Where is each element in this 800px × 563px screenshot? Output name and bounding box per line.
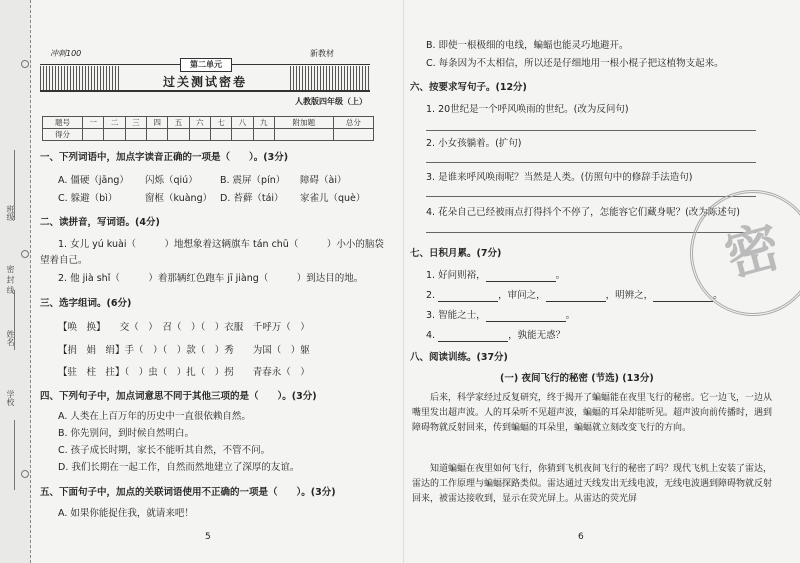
q7-item3-b: 。 (565, 310, 576, 321)
q7-heading: 七、日积月累。(7分) (410, 248, 502, 259)
answer-line[interactable] (426, 196, 756, 197)
fill-blank[interactable] (486, 311, 566, 322)
punch-hole (21, 250, 29, 258)
score-cell: 一 (83, 117, 104, 129)
q7-item2 (426, 290, 723, 302)
q5-heading: 五、下面句子中，加点的关联词语使用不正确的一项是（ ）。(3分) (40, 487, 336, 498)
score-table (42, 116, 374, 141)
reading-title: (一) 夜间飞行的秘密 (节选) (13分) (500, 373, 654, 384)
q1-option-d[interactable]: D. 苔藓（tái） (220, 193, 284, 204)
q1-option-d2: 家雀儿（què） (300, 193, 366, 204)
score-cell: 九 (253, 117, 274, 129)
score-input[interactable] (333, 129, 373, 141)
q7-item2-a: 2. (426, 290, 439, 301)
score-cell: 五 (168, 117, 189, 129)
q1-option-a[interactable]: A. 僵硬（jāng） (58, 175, 129, 186)
page-number-right: 6 (578, 532, 584, 542)
q1-option-c[interactable]: C. 躲避（bì） (58, 193, 118, 204)
q7-item2-b: ，审问之， (498, 290, 546, 301)
reading-paragraph-1: 后来，科学家经过反复研究，终于揭开了蝙蝠能在夜里飞行的秘密。它一边飞，一边从嘴里发出超声波。人的耳朵听不见超声波，蝙蝠的耳朵却能听见。超声波向前传播时，遇到障碍物就反射回来，传到蝙蝠的耳朵里，蝙蝠就立刻改变飞行的方向。 (412, 393, 773, 433)
q2-heading: 二、读拼音，写词语。(4分) (40, 217, 160, 228)
answer-line[interactable] (426, 162, 756, 163)
page-divider (403, 0, 404, 563)
q1-option-b[interactable]: B. 震屏（pín） (220, 175, 286, 186)
fill-blank[interactable] (438, 291, 498, 302)
q3-row1: 【唤 换】 交（ ） 召（ ）（ ）衣服 千呼万（ ） (58, 322, 310, 333)
unit-badge: 第二单元 (180, 58, 232, 72)
exam-title: 过关测试密卷 (162, 75, 247, 89)
score-value-row (43, 129, 374, 141)
score-cell: 附加题 (274, 117, 333, 129)
seal-stamp: 密 (676, 176, 800, 330)
header-stripe-right (290, 66, 370, 92)
q1-option-b2: 障碍（ài） (300, 175, 347, 186)
q6-item2: 2. 小女孩躺着。(扩句) (426, 138, 522, 149)
q7-item1-b: 。 (555, 270, 566, 281)
score-input[interactable] (274, 129, 333, 141)
fill-blank[interactable] (546, 291, 606, 302)
score-input[interactable] (232, 129, 253, 141)
score-cell: 总分 (333, 117, 373, 129)
q3-row3: 【驻 柱 拄】（ ）虫（ ）扎（ ）拐 青春永（ ） (58, 367, 310, 378)
score-cell: 八 (232, 117, 253, 129)
q7-item3-a: 3. 智能之士， (426, 310, 486, 321)
score-input[interactable] (168, 129, 189, 141)
binding-name-label: 姓名 (6, 330, 15, 346)
reading-paragraph-2: 知道蝙蝠在夜里如何飞行，你猜到飞机夜间飞行的秘密了吗？现代飞机上安装了雷达，雷达的工作原理与蝙蝠探路类似。雷达通过天线发出无线电波，无线电波遇到障碍物就反射回来，被雷达接收到，显示在荧光屏上。从雷达的荧光屏 (412, 464, 773, 504)
q2-line1: 1. 女儿 yú kuài（ ）地想象着这辆旗车 tán chū（ ）小小的脑袋 (58, 239, 384, 250)
q5-option-c[interactable]: C. 每条因为不太相信，所以还是仔细地用一根小棍子把这植物支起来。 (426, 58, 724, 69)
q4-option-b[interactable]: B. 你先别问，到时候自然明白。 (58, 428, 195, 439)
binding-rule (14, 420, 15, 490)
q4-option-a[interactable]: A. 人类在上百万年的历史中一直很依赖自然。 (58, 411, 251, 422)
binding-class-label: 班级 (6, 205, 15, 221)
page-number-left: 5 (205, 532, 211, 542)
exam-header (40, 49, 370, 106)
q3-heading: 三、选字组词。(6分) (40, 298, 132, 309)
score-cell: 题号 (43, 117, 83, 129)
q7-item3 (426, 310, 575, 322)
header-rule-bottom (40, 90, 370, 92)
score-input[interactable] (210, 129, 231, 141)
fill-blank[interactable] (438, 331, 508, 342)
q7-item1-a: 1. 好问则裕， (426, 270, 486, 281)
q7-item4-a: 4. (426, 330, 439, 341)
q6-item1: 1. 20世纪是一个呼风唤雨的世纪。(改为反问句) (426, 104, 629, 115)
brand-label: 冲刺100 (50, 49, 82, 58)
header-stripe-left (40, 66, 120, 92)
score-header-row (43, 117, 374, 129)
punch-hole (21, 470, 29, 478)
q6-item3: 3. 是谁来呼风唤雨呢？当然是人类。(仿照句中的修辞手法造句) (426, 172, 693, 183)
score-cell: 二 (104, 117, 125, 129)
q1-option-a2: 闪烁（qiú） (145, 175, 198, 186)
q2-line1-cont: 望着自己。 (40, 255, 88, 266)
q5-option-a[interactable]: A. 如果你能捉住我，就请来吧！ (58, 508, 194, 519)
q4-heading: 四、下列句子中，加点词意思不同于其他三项的是（ ）。(3分) (40, 391, 317, 402)
binding-strip (0, 0, 31, 563)
answer-line[interactable] (426, 130, 756, 131)
score-input[interactable] (83, 129, 104, 141)
score-input[interactable] (125, 129, 146, 141)
score-input[interactable] (253, 129, 274, 141)
q1-heading: 一、下列词语中，加点字读音正确的一项是（ ）。(3分) (40, 152, 289, 163)
q2-line2: 2. 他 jià shǐ（ ）着那辆红色跑车 jī jiàng（ ）到达目的地。 (58, 273, 364, 284)
score-label: 得分 (43, 129, 83, 141)
q7-item4 (426, 330, 565, 342)
q7-item1 (426, 270, 565, 282)
q6-heading: 六、按要求写句子。(12分) (410, 82, 527, 93)
q7-item2-c: ，明辨之， (605, 290, 654, 301)
q5-option-b[interactable]: B. 即使一根极细的电线，蝙蝠也能灵巧地避开。 (426, 40, 629, 51)
score-cell: 七 (210, 117, 231, 129)
punch-hole (21, 60, 29, 68)
score-input[interactable] (189, 129, 210, 141)
q4-option-d[interactable]: D. 我们长期在一起工作，自然而然地建立了深厚的友谊。 (58, 462, 300, 473)
score-cell: 六 (189, 117, 210, 129)
binding-seal-label: 密 封 线 (6, 265, 15, 295)
fill-blank[interactable] (486, 271, 556, 282)
binding-school-label: 学校 (6, 390, 15, 406)
q7-item2-d: 。 (713, 290, 723, 301)
grade-label: 人教版四年级（上） (295, 97, 367, 106)
score-input[interactable] (104, 129, 125, 141)
q3-row2: 【捐 娟 绢】手（ ）（ ）款（ ）秀 为国（ ）躯 (58, 345, 310, 356)
edition-label: 新教材 (310, 49, 334, 58)
q6-item4: 4. 花朵自己已经被雨点打得抖个不停了，怎能容它们藏身呢？(改为陈述句) (426, 207, 740, 218)
score-cell: 四 (147, 117, 168, 129)
q8-heading: 八、阅读训练。(37分) (410, 352, 508, 363)
q1-option-c2: 窗框（kuàng） (145, 193, 213, 204)
q7-item4-b: ，孰能无惑？ (508, 330, 566, 341)
q4-option-c[interactable]: C. 孩子成长时期，家长不能听其自然，不管不问。 (58, 445, 271, 456)
score-cell: 三 (125, 117, 146, 129)
score-input[interactable] (147, 129, 168, 141)
